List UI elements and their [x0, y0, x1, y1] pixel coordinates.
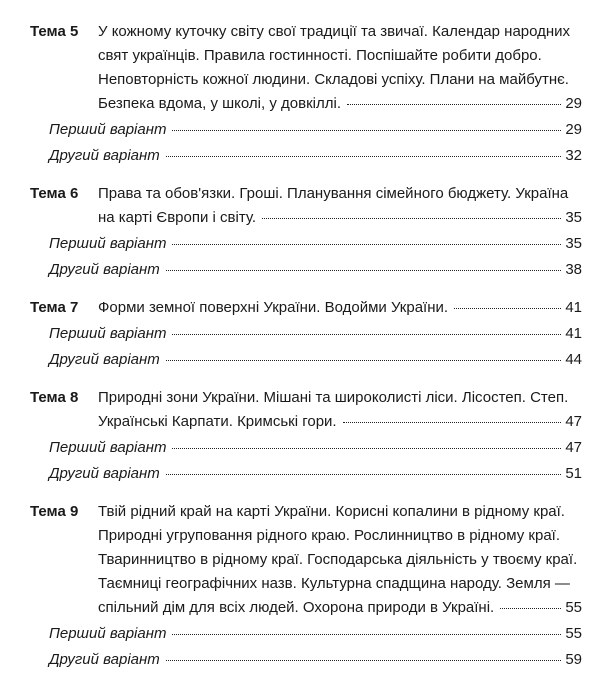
- variant-row-second: [30, 462, 582, 486]
- variant-label: Другий варіант: [49, 261, 160, 278]
- dot-leader: [454, 308, 561, 309]
- variant-row-first: [30, 622, 582, 646]
- variant-label: Другий варіант: [49, 651, 160, 668]
- topic-line: Форми земної поверхні України. Водойми України.: [98, 299, 449, 316]
- dot-leader: [166, 474, 562, 475]
- topic-label: Тема 8: [30, 389, 79, 406]
- page-number: 35: [565, 235, 582, 252]
- topic-last-line: [98, 92, 582, 116]
- topic-description: [98, 182, 582, 230]
- dot-leader: [500, 608, 561, 609]
- variant-label: Перший варіант: [49, 235, 167, 252]
- topic-label: Тема 5: [30, 23, 79, 40]
- variant-label: Перший варіант: [49, 121, 167, 138]
- dot-leader: [172, 448, 561, 449]
- topic-row: [30, 20, 582, 116]
- topic-row: [30, 500, 582, 620]
- topic-description: [98, 386, 582, 434]
- topic-row: [30, 386, 582, 434]
- variant-row-second: [30, 144, 582, 168]
- variant-row-first: [30, 322, 582, 346]
- dot-leader: [262, 218, 561, 219]
- variant-label: Перший варіант: [49, 439, 167, 456]
- topic-line: Тваринництво в рідному краї. Господарська діяльність у твоєму краї.: [98, 551, 578, 568]
- topic-line: Природні угруповання рідного краю. Рослинництво в рідному краї.: [98, 527, 560, 544]
- topic-label: Тема 6: [30, 185, 79, 202]
- variant-row-first: [30, 232, 582, 256]
- page-number: 32: [565, 147, 582, 164]
- topic-row: [30, 296, 582, 320]
- topic-last-line: [98, 206, 582, 230]
- topic-line: Права та обов'язки. Гроші. Планування сімейного бюджету. Україна: [98, 185, 569, 202]
- topic-line: Твій рідний край на карті України. Корисні копалини в рідному краї.: [98, 503, 565, 520]
- topic-line: Природні зони України. Мішані та широколисті ліси. Лісостеп. Степ.: [98, 389, 569, 406]
- variant-label: Другий варіант: [49, 465, 160, 482]
- page-number: 29: [565, 95, 582, 112]
- dot-leader: [172, 634, 561, 635]
- dot-leader: [166, 270, 562, 271]
- page-number: 47: [565, 413, 582, 430]
- topic-label: Тема 7: [30, 299, 79, 316]
- dot-leader: [343, 422, 562, 423]
- topic-line: спільний дім для всіх людей. Охорона природи в Україні.: [98, 599, 495, 616]
- topic-line: Безпека вдома, у школі, у довкіллі.: [98, 95, 341, 112]
- dot-leader: [172, 244, 561, 245]
- topic-line: Українські Карпати. Кримські гори.: [98, 413, 337, 430]
- variant-row-first: [30, 436, 582, 460]
- topic-label: Тема 9: [30, 503, 79, 520]
- page-number: 41: [565, 325, 582, 342]
- dot-leader: [172, 334, 561, 335]
- variant-row-second: [30, 258, 582, 282]
- variant-row-second: [30, 648, 582, 672]
- page-number: 59: [565, 651, 582, 668]
- page-number: 55: [565, 625, 582, 642]
- toc-section-topic-5: [30, 20, 582, 168]
- topic-last-line: [98, 596, 582, 620]
- dot-leader: [166, 360, 562, 361]
- topic-line: Таємниці географічних назв. Культурна спадщина народу. Земля —: [98, 575, 570, 592]
- variant-label: Перший варіант: [49, 325, 167, 342]
- variant-label: Другий варіант: [49, 351, 160, 368]
- topic-description: [98, 296, 582, 320]
- page-number: 55: [565, 599, 582, 616]
- variant-label: Перший варіант: [49, 625, 167, 642]
- variant-label: Другий варіант: [49, 147, 160, 164]
- page-number: 41: [565, 299, 582, 316]
- toc-section-topic-8: [30, 386, 582, 486]
- toc-section-topic-6: [30, 182, 582, 282]
- topic-last-line: [98, 410, 582, 434]
- variant-row-first: [30, 118, 582, 142]
- page-number: 44: [565, 351, 582, 368]
- page-number: 29: [565, 121, 582, 138]
- topic-line: свят українців. Правила гостинності. Поспішайте робити добро.: [98, 47, 542, 64]
- page-number: 35: [565, 209, 582, 226]
- topic-row: [30, 182, 582, 230]
- topic-description: [98, 500, 582, 620]
- topic-line: Неповторність кожної людини. Складові успіху. Плани на майбутнє.: [98, 71, 569, 88]
- page-number: 51: [565, 465, 582, 482]
- topic-line: на карті Європи і світу.: [98, 209, 257, 226]
- toc-section-topic-7: [30, 296, 582, 372]
- page-number: 38: [565, 261, 582, 278]
- topic-line: У кожному куточку світу свої традиції та звичаї. Календар народних: [98, 23, 571, 40]
- topic-description: [98, 20, 582, 116]
- topic-last-line: [98, 296, 582, 320]
- page-number: 47: [565, 439, 582, 456]
- dot-leader: [166, 156, 562, 157]
- dot-leader: [347, 104, 561, 105]
- toc-section-topic-9: [30, 500, 582, 672]
- dot-leader: [172, 130, 561, 131]
- dot-leader: [166, 660, 562, 661]
- variant-row-second: [30, 348, 582, 372]
